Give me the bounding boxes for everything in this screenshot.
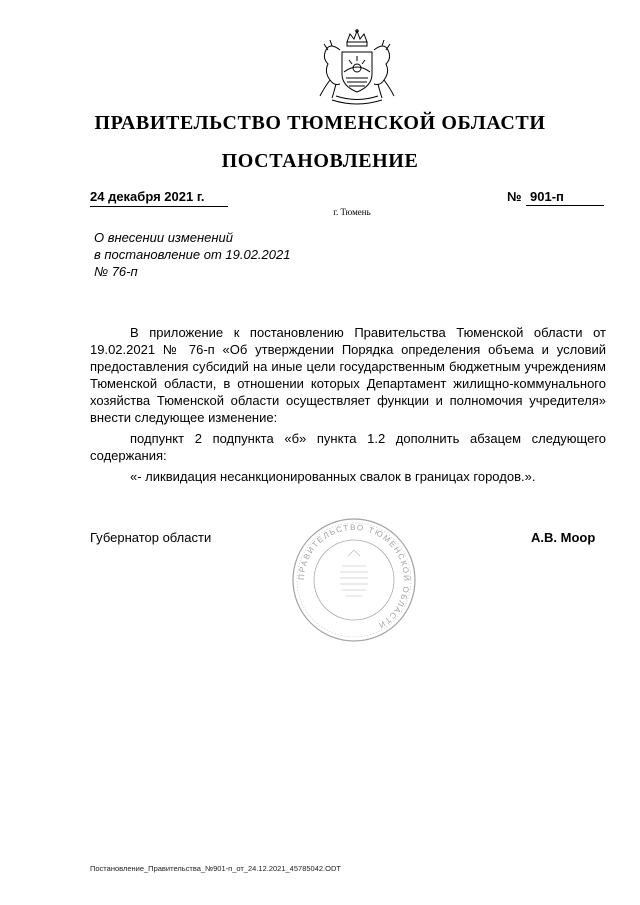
footer-filename: Постановление_Правительства_№901-п_от_24.12.2021_45785042.ODT xyxy=(90,864,341,873)
signer-role: Губернатор области xyxy=(90,530,212,545)
official-seal-icon xyxy=(290,516,418,644)
subject-line: в постановление от 19.02.2021 xyxy=(94,247,291,262)
body-paragraph: «- ликвидация несанкционированных свалок в границах городов.». xyxy=(130,469,536,484)
body-paragraph: подпункт 2 подпункта «б» пункта 1.2 дополнить абзацем следующего содержания: xyxy=(90,431,606,463)
body-paragraph: В приложение к постановлению Правительства Тюменской области от 19.02.2021 № 76-п «Об утверждении Порядка определения объема и условий предоставления субсидий на иные цели государственным бюджетным учреждениям Тюменской области, в отношении которых Департамент жилищно-коммунального хозяйства Тюменской области осуществляет функции и полномочия учредителя» внести следующее изменение: xyxy=(90,325,606,425)
signer-name: А.В. Моор xyxy=(531,530,596,545)
document-type-title: ПОСТАНОВЛЕНИЕ xyxy=(221,150,419,172)
document-date: 24 декабря 2021 г. xyxy=(90,189,228,207)
document-subject xyxy=(94,229,354,280)
seal-text: ПРАВИТЕЛЬСТВО ТЮМЕНСКОЙ ОБЛАСТИ xyxy=(296,522,412,631)
organization-title: ПРАВИТЕЛЬСТВО ТЮМЕНСКОЙ ОБЛАСТИ xyxy=(94,112,546,134)
coat-of-arms-icon xyxy=(314,28,400,110)
document-body xyxy=(90,324,606,485)
document-number: 901-п xyxy=(526,189,604,206)
subject-line: № 76-п xyxy=(94,264,138,279)
subject-line: О внесении изменений xyxy=(94,230,233,245)
document-number-label: № xyxy=(507,189,522,204)
document-city: г. Тюмень xyxy=(333,207,371,217)
